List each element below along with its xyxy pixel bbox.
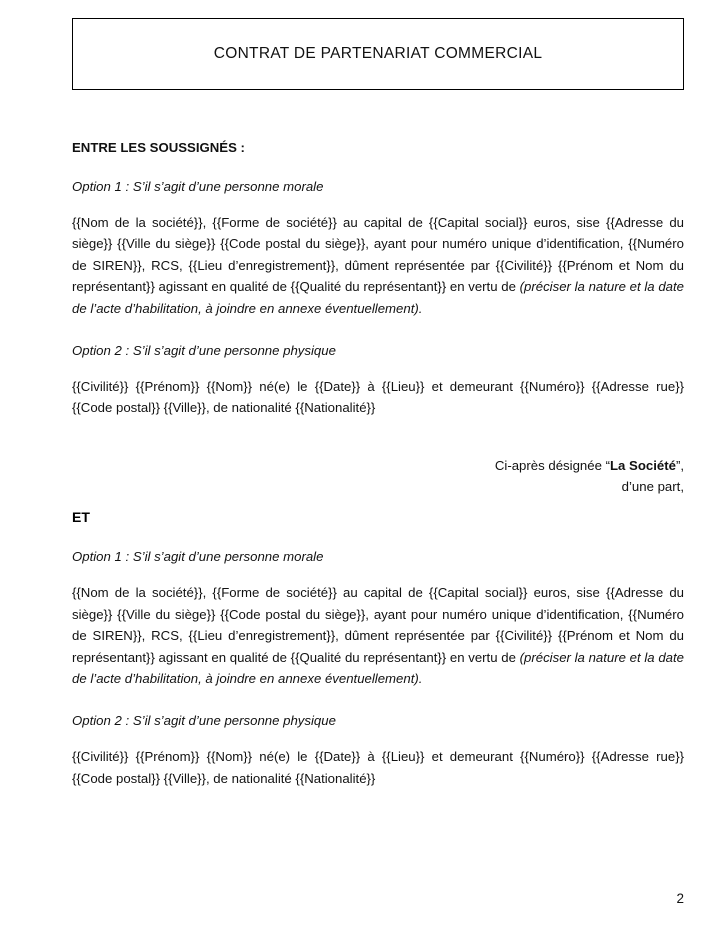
option-1-label-second: Option 1 : S’il s’agit d’une personne morale [72,549,324,565]
entre-les-soussignes-heading: ENTRE LES SOUSSIGNÉS : [72,140,245,155]
personne-morale-text-second: {{Nom de la société}}, {{Forme de société}} au capital de {{Capital social}} euros, sise {{Adresse du siège}} {{Ville du siège}} {{Code postal du siège}}, ayant pour numéro unique d’identification, {{Numéro de SIREN}}, RCS, {{Lieu d’enregistrement}}, dûment représentée par {{Civilité}} {{Prénom et Nom du représentant}} agissant en qualité de {{Qualité du représentant}} en vertu de [72,585,684,665]
personne-morale-text-first: {{Nom de la société}}, {{Forme de société}} au capital de {{Capital social}} euros, sise {{Adresse du siège}} {{Ville du siège}} {{Code postal du siège}}, ayant pour numéro unique d’identification, {{Numéro de SIREN}}, RCS, {{Lieu d’enregistrement}}, dûment représentée par {{Civilité}} {{Prénom et Nom du représentant}} agissant en qualité de {{Qualité du représentant}} en vertu de [72,215,684,295]
personne-morale-paragraph-first [72,212,684,319]
et-heading: ET [72,509,90,526]
personne-morale-italic-second: (préciser la nature et la date de l’acte d’habilitation, à joindre en annexe éventuellement). [72,649,684,686]
personne-physique-paragraph-second: {{Civilité}} {{Prénom}} {{Nom}} né(e) le {{Date}} à {{Lieu}} et demeurant {{Numéro}} {{Adresse rue}} {{Code postal}} {{Ville}}, de nationalité {{Nationalité}} [72,749,684,786]
ci-apres-prefix: Ci-après désignée “ [494,457,610,473]
personne-morale-paragraph-second [72,582,684,689]
page-number: 2 [676,891,684,906]
personne-physique-paragraph-first: {{Civilité}} {{Prénom}} {{Nom}} né(e) le {{Date}} à {{Lieu}} et demeurant {{Numéro}} {{Adresse rue}} {{Code postal}} {{Ville}}, de nationalité {{Nationalité}} [72,378,684,416]
document-title-box [72,18,684,90]
ci-apres-suffix: ”, [675,457,684,473]
document-body [72,140,684,789]
page-title: CONTRAT DE PARTENARIAT COMMERCIAL [213,45,543,62]
ci-apres-designee-block [72,455,684,498]
option-1-label-first: Option 1 : S’il s’agit d’une personne morale [72,179,324,194]
personne-morale-italic-first: (préciser la nature et la date de l’acte d’habilitation, à joindre en annexe éventuellement). [72,279,684,316]
dune-part-line: d’une part, [621,479,684,494]
option-2-label-second: Option 2 : S’il s’agit d’une personne physique [72,713,336,729]
ci-apres-bold: La Société [609,457,676,473]
option-2-label-first: Option 2 : S’il s’agit d’une personne physique [72,342,336,358]
